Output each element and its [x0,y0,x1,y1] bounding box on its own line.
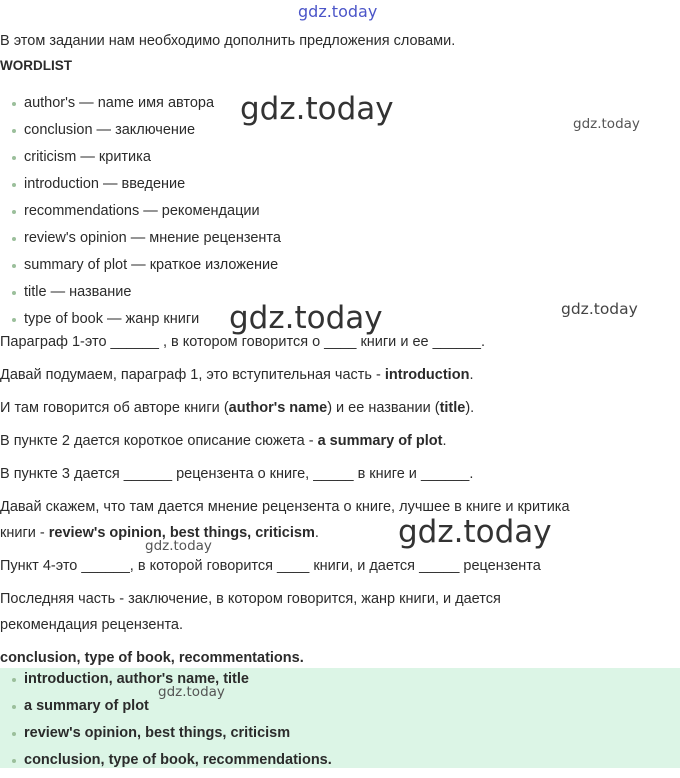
paragraph-6-line-2: книги - review's opinion, best things, criticism. [0,525,319,541]
list-item: conclusion — заключение [12,121,281,148]
paragraph-8-line-1: Последняя часть - заключение, в котором говорится, жанр книги, и дается [0,591,501,607]
paragraph-1: Параграф 1-это ______ , в котором говорится о ____ книги и ее ______. [0,334,486,350]
bullet-icon [12,102,16,106]
bullet-icon [12,705,16,709]
watermark: gdz.today [158,684,225,700]
list-item: title — название [12,283,281,310]
watermark: gdz.today [573,116,640,132]
bullet-icon [12,318,16,322]
paragraph-8-line-2: рекомендация рецензента. [0,617,184,633]
watermark-top: gdz.today [298,2,378,21]
watermark: gdz.today [398,514,552,550]
watermark: gdz.today [145,538,212,554]
paragraph-6-line-1: Давай скажем, что там дается мнение рецензента о книге, лучшее в книге и критика [0,499,570,515]
list-item: conclusion, type of book, recommendations. [12,751,332,778]
bullet-icon [12,759,16,763]
bullet-icon [12,183,16,187]
paragraph-9: conclusion, type of book, recommentations. [0,650,304,666]
list-item: a summary of plot [12,697,332,724]
watermark: gdz.today [240,91,394,127]
list-item: criticism — критика [12,148,281,175]
list-item: review's opinion, best things, criticism [12,724,332,751]
list-item: type of book — жанр книги [12,310,281,337]
list-item: summary of plot — краткое изложение [12,256,281,283]
list-item: introduction, author's name, title [12,670,332,697]
intro-text: В этом задании нам необходимо дополнить предложения словами. [0,33,456,49]
bullet-icon [12,129,16,133]
bullet-icon [12,156,16,160]
bullet-icon [12,264,16,268]
watermark: gdz.today [561,300,638,318]
paragraph-7: Пункт 4-это ______, в которой говорится ____ книги, и дается _____ рецензента [0,558,541,574]
list-item: introduction — введение [12,175,281,202]
bullet-icon [12,237,16,241]
paragraph-3: И там говорится об авторе книги (author's name) и ее названии (title). [0,400,475,416]
wordlist-heading: WORDLIST [0,58,72,73]
list-item: review's opinion — мнение рецензента [12,229,281,256]
watermark: gdz.today [229,300,383,336]
bullet-icon [12,678,16,682]
bullet-icon [12,732,16,736]
paragraph-2: Давай подумаем, параграф 1, это вступительная часть - introduction. [0,367,474,383]
wordlist [12,94,281,337]
list-item: recommendations — рекомендации [12,202,281,229]
bullet-icon [12,210,16,214]
paragraph-4: В пункте 2 дается короткое описание сюжета - a summary of plot. [0,433,447,449]
paragraph-5: В пункте 3 дается ______ рецензента о книге, _____ в книге и ______. [0,466,474,482]
list-item: author's — name имя автора [12,94,281,121]
bullet-icon [12,291,16,295]
